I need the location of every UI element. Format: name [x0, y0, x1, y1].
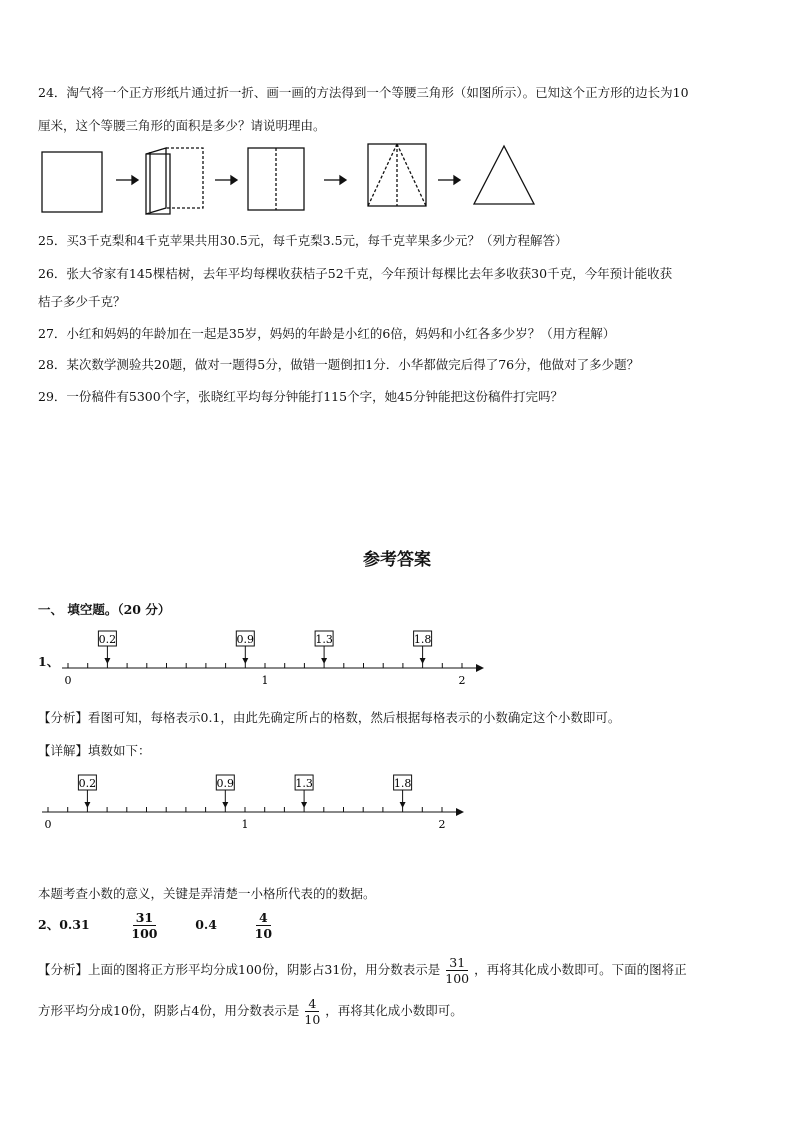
answer-2-analysis-line1 — [38, 955, 687, 986]
value-box-label: 0.9 — [216, 777, 235, 790]
fraction-numerator: 31 — [133, 910, 156, 926]
value-pointer-head — [222, 802, 228, 808]
analysis-text: ，再将其化成小数即可。 — [325, 1003, 463, 1018]
answer-1-analysis: 【分析】看图可知，每格表示0.1，由此先确定所占的格数，然后根据每格表示的小数确定这个小数即可。 — [38, 710, 621, 725]
answer-2-analysis-line2 — [38, 996, 463, 1027]
analysis-text: 【分析】上面的图将正方形平均分成100份，阴影占31份，用分数表示是 — [38, 962, 441, 977]
answer-2-fraction-2 — [252, 910, 275, 941]
value-pointer-head — [400, 802, 406, 808]
value-box-label: 1.3 — [315, 633, 333, 646]
number-line-2 — [40, 772, 470, 834]
fraction-denominator: 10 — [304, 1012, 321, 1027]
value-box-label: 0.2 — [78, 777, 97, 790]
answer-1-detail: 【详解】填数如下： — [38, 743, 151, 758]
value-box-label: 0.9 — [236, 633, 255, 646]
q29: 29．一份稿件有5300个字，张晓红平均每分钟能打115个字，她45分钟能把这份稿件打完吗？ — [38, 389, 563, 404]
number-line-1 — [60, 628, 490, 690]
tick-label: 0 — [44, 818, 52, 831]
fraction-denominator: 100 — [445, 971, 470, 986]
value-pointer-head — [104, 658, 110, 664]
answer-2-label: 2、0.31 — [38, 917, 90, 932]
q24-line2: 厘米，这个等腰三角形的面积是多少？请说明理由。 — [38, 118, 326, 133]
answer-2-row — [38, 910, 277, 941]
answer-2-value-2: 0.4 — [195, 917, 217, 932]
q26-line1: 26．张大爷家有145棵桔树，去年平均每棵收获桔子52千克，今年预计每棵比去年多收获30千克，今年预计能收获 — [38, 266, 673, 281]
folding-figure — [38, 140, 558, 218]
answer-1-label: 1、 — [38, 654, 60, 669]
value-pointer-head — [301, 802, 307, 808]
value-pointer-head — [321, 658, 327, 664]
axis-arrow — [476, 664, 484, 672]
value-pointer-head — [84, 802, 90, 808]
q26-line2: 桔子多少千克？ — [38, 294, 126, 309]
fraction-denominator: 100 — [131, 926, 158, 941]
tick-label: 1 — [261, 674, 269, 687]
answers-title: 参考答案 — [363, 550, 431, 570]
fraction-numerator: 4 — [305, 996, 319, 1012]
folded-paper — [146, 148, 203, 214]
value-box-label: 0.2 — [98, 633, 117, 646]
value-box-label: 1.8 — [413, 633, 432, 646]
square-1 — [42, 152, 102, 212]
section-1-heading: 一、 填空题。（20 分） — [38, 602, 171, 617]
analysis-text: 方形平均分成10份，阴影占4份，用分数表示是 — [38, 1003, 300, 1018]
analysis-fraction-1 — [442, 955, 472, 986]
q27: 27．小红和妈妈的年龄加在一起是35岁，妈妈的年龄是小红的6倍，妈妈和小红各多少岁？（用方程解） — [38, 326, 616, 341]
value-pointer-head — [420, 658, 426, 664]
q25: 25．买3千克梨和4千克苹果共用30.5元，每千克梨3.5元，每千克苹果多少元？（列方程解答） — [38, 233, 568, 248]
q28: 28．某次数学测验共20题，做对一题得5分，做错一题倒扣1分．小华都做完后得了76分，他做对了多少题？ — [38, 357, 640, 372]
tick-label: 2 — [458, 674, 466, 687]
q24-line1: 24．淘气将一个正方形纸片通过折一折、画一画的方法得到一个等腰三角形（如图所示）。已知这个正方形的边长为10 — [38, 85, 689, 100]
tick-label: 1 — [241, 818, 249, 831]
value-pointer-head — [242, 658, 248, 664]
answer-1-summary: 本题考查小数的意义，关键是弄清楚一小格所代表的的数据。 — [38, 886, 376, 901]
value-box-label: 1.8 — [393, 777, 412, 790]
fraction-denominator: 10 — [254, 926, 273, 941]
tick-label: 0 — [64, 674, 72, 687]
analysis-text: ，再将其化成小数即可。下面的图将正 — [474, 962, 687, 977]
answer-2-fraction-1 — [128, 910, 160, 941]
value-box-label: 1.3 — [295, 777, 313, 790]
analysis-fraction-2 — [301, 996, 323, 1027]
isosceles-triangle — [474, 146, 534, 204]
axis-arrow — [456, 808, 464, 816]
tick-label: 2 — [438, 818, 446, 831]
fraction-numerator: 31 — [446, 955, 468, 971]
fraction-numerator: 4 — [256, 910, 271, 926]
